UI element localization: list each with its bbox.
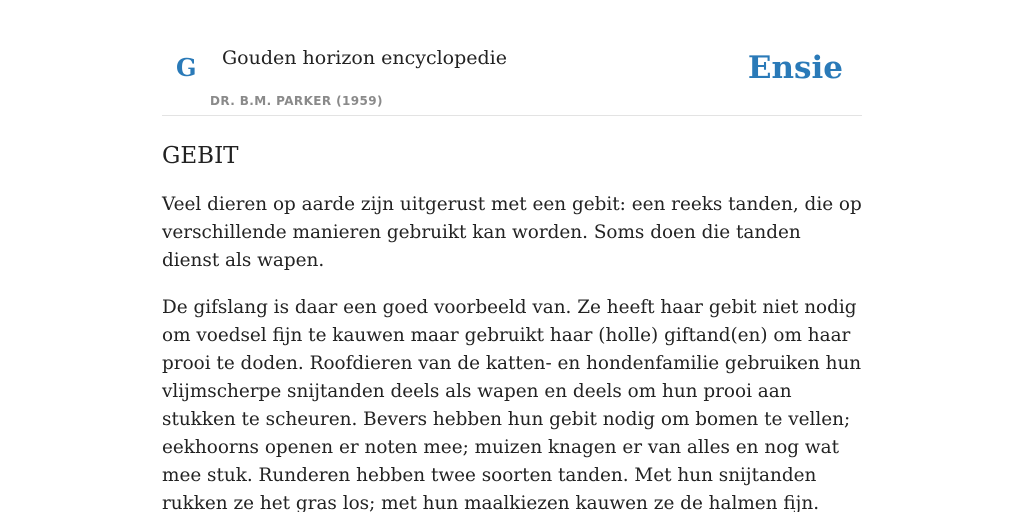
book-author: DR. B.M. PARKER (1959) <box>210 94 383 108</box>
ensie-logo-link[interactable]: Ensie <box>747 50 843 86</box>
entry-paragraph-1: Veel dieren op aarde zijn uitgerust met een gebit: een reeks tanden, die op verschillende manieren gebruikt kan worden. Soms doen die tanden dienst als wapen. <box>162 193 862 271</box>
book-logo[interactable]: G <box>176 53 197 82</box>
book-header <box>162 0 862 116</box>
entry-title: GEBIT <box>162 143 239 169</box>
entry-paragraph-2: De gifslang is daar een goed voorbeeld van. Ze heeft haar gebit niet nodig om voedsel fijn te kauwen maar gebruikt haar (holle) giftand(en) om haar prooi te doden. Roofdieren van de katten- en hondenfamilie gebruiken hun vlijmscherpe snijtanden deels als wapen en deels om hun prooi aan stukken te scheuren. Bevers hebben hun gebit nodig om bomen te vellen; eekhoorns openen er noten mee; muizen knagen er van alles en nog wat mee stuk. Runderen hebben twee soorten tanden. Met hun snijtanden rukken ze het gras los; met hun maalkiezen kauwen ze de halmen fijn. <box>162 296 862 512</box>
page-container <box>162 0 862 512</box>
book-title-link[interactable]: Gouden horizon encyclopedie <box>222 47 507 69</box>
